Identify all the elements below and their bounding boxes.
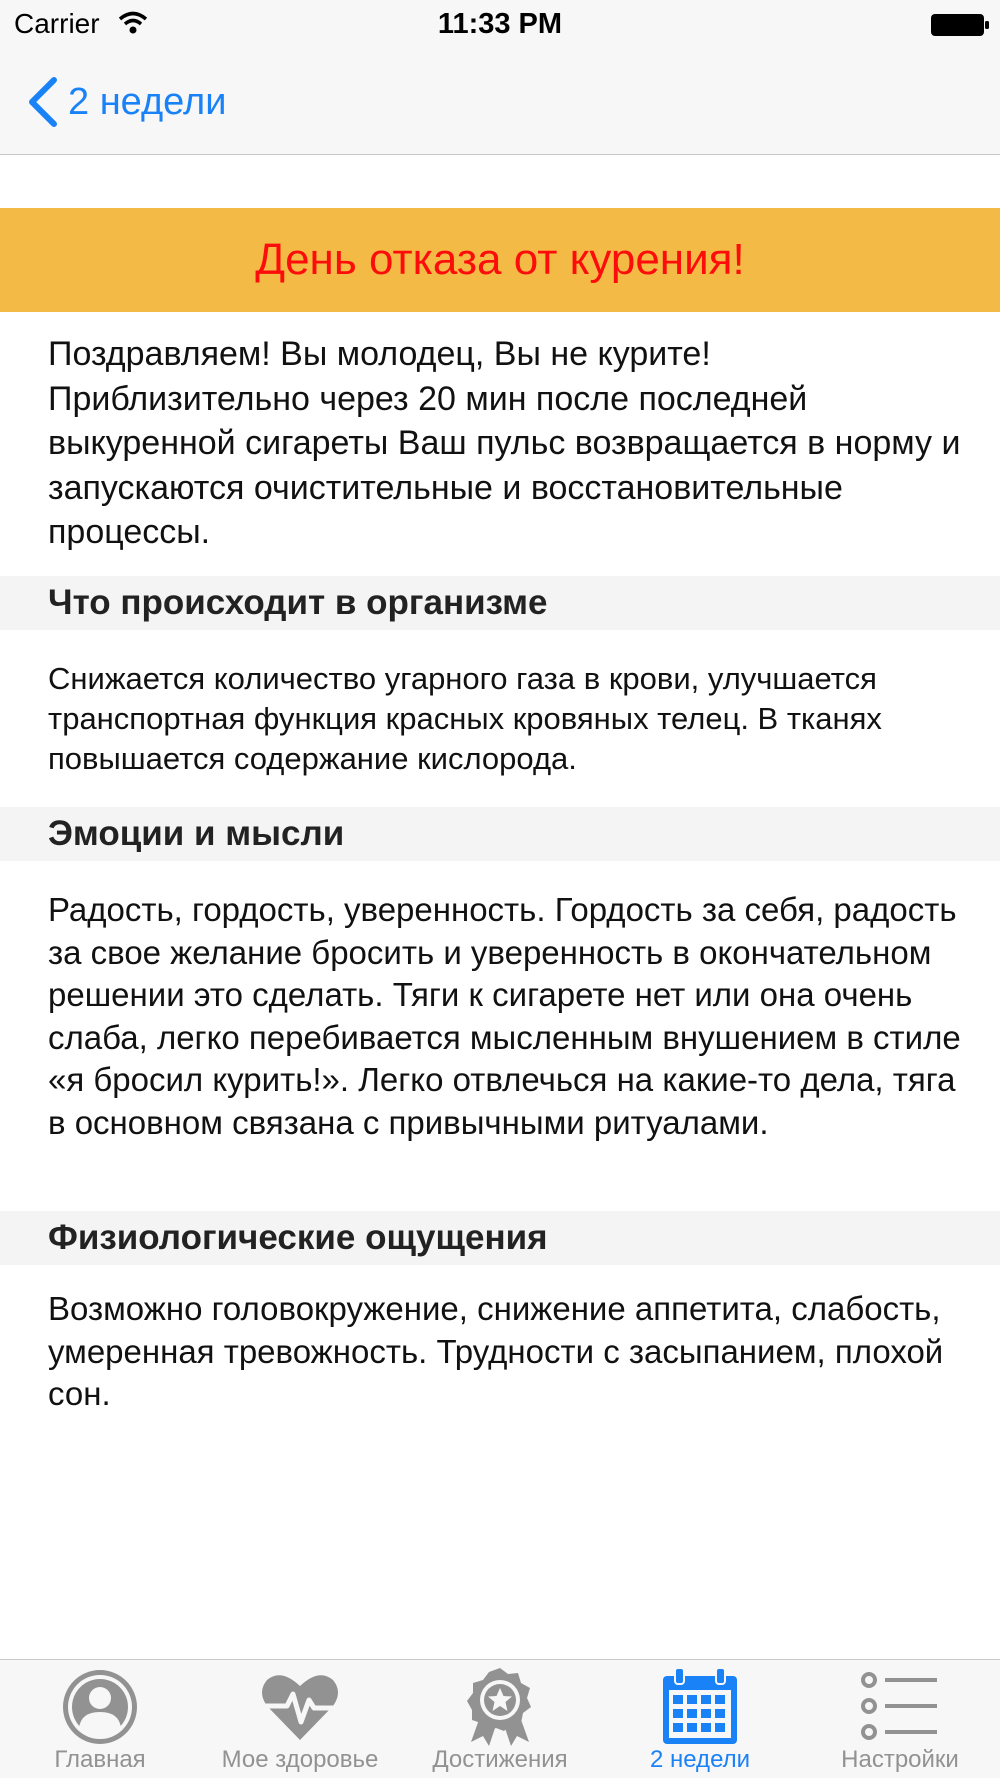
content-scroll-area[interactable] (0, 156, 1000, 1659)
award-badge-icon (459, 1666, 541, 1748)
calendar-icon (659, 1666, 741, 1748)
day-banner-title: День отказа от курения! (255, 235, 745, 284)
day-banner (0, 208, 1000, 312)
tab-health[interactable] (200, 1660, 400, 1778)
section-header-physiology: Физиологические ощущения (0, 1211, 1000, 1265)
tab-health-label: Мое здоровье (221, 1746, 379, 1773)
back-button-label: 2 недели (68, 80, 227, 123)
user-icon (59, 1666, 141, 1748)
section-header-body: Что происходит в организме (0, 576, 1000, 630)
tab-main-label: Главная (54, 1746, 146, 1773)
section-text-body: Снижается количество угарного газа в крови, улучшается транспортная функция красных кровяных телец. В тканях повышается содержание кислорода. (48, 661, 882, 776)
status-bar (0, 0, 1000, 50)
section-text-emotions: Радость, гордость, уверенность. Гордость за себя, радость за свое желание бросить и уверенность в окончательном решении это сделать. Тяги к сигарете нет или она очень слаба, легко перебивается мысленным внушением в стиле «я бросил курить!». Легко отвлечься на какие-то дела, тяга в основном связана с привычными ритуалами. (48, 891, 961, 1141)
intro-text: Поздравляем! Вы молодец, Вы не курите! Приблизительно через 20 мин после последней выкуренной сигареты Ваш пульс возвращается в норму и запускаются очистительные и восстановительные процессы. (48, 335, 961, 551)
navigation-bar (0, 50, 1000, 155)
back-button[interactable] (26, 72, 226, 132)
list-settings-icon (859, 1666, 941, 1748)
tab-achievements[interactable] (400, 1660, 600, 1778)
battery-icon (930, 12, 990, 38)
carrier-name: Carrier (14, 8, 100, 39)
section-header-emotions: Эмоции и мысли (0, 807, 1000, 861)
section-text-physiology: Возможно головокружение, снижение аппетита, слабость, умеренная тревожность. Трудности с засыпанием, плохой сон. (48, 1290, 944, 1412)
tab-two-weeks-label: 2 недели (649, 1746, 751, 1773)
heart-pulse-icon (259, 1666, 341, 1748)
tab-achievements-label: Достижения (432, 1746, 568, 1773)
status-time: 11:33 PM (437, 8, 563, 40)
tab-two-weeks[interactable] (600, 1660, 800, 1778)
tab-settings[interactable] (800, 1660, 1000, 1778)
chevron-left-icon (26, 76, 60, 128)
tab-settings-label: Настройки (841, 1746, 959, 1773)
tab-bar (0, 1659, 1000, 1778)
tab-main[interactable] (0, 1660, 200, 1778)
